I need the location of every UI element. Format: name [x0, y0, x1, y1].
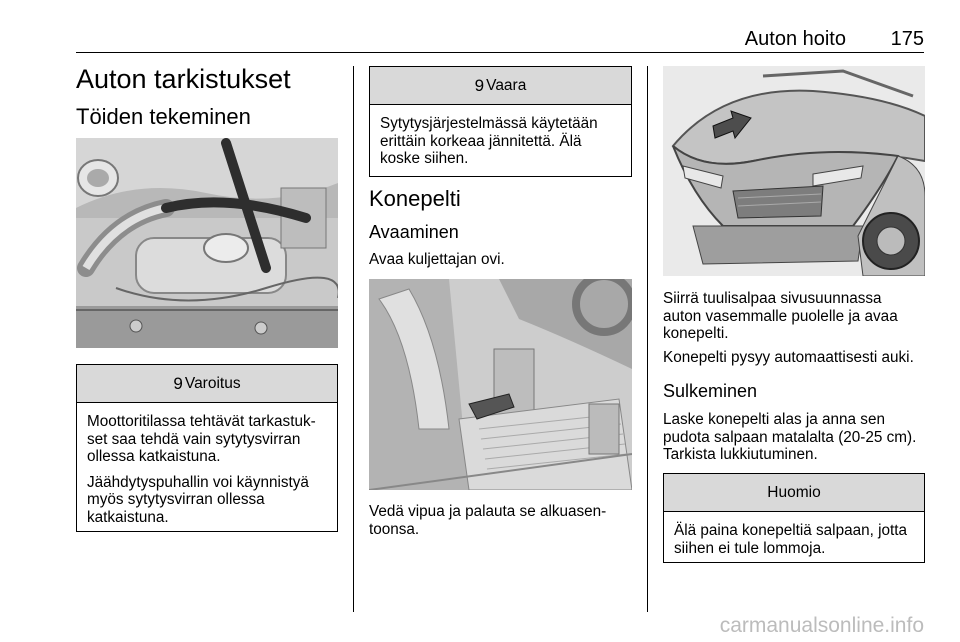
note-title: Huomio [767, 483, 821, 501]
warning-box-header [77, 365, 337, 403]
header-rule [76, 52, 924, 53]
note-text: Älä paina konepeltiä salpaan, jotta siihen ei tule lommoja. [674, 522, 908, 557]
note-box-header [664, 474, 924, 512]
sub-heading-avaaminen: Avaaminen [369, 222, 459, 242]
danger-box [369, 66, 632, 177]
main-heading: Auton tarkistukset [76, 64, 291, 94]
page-number: 175 [890, 28, 924, 50]
header-section-title: Auton hoito [744, 28, 846, 50]
warning-title: Varoitus [184, 374, 241, 392]
warning-icon: 9 [173, 373, 183, 393]
car-bonnet-image [663, 66, 925, 276]
instruction-pull-lever: Vedä vipua ja palauta se alkuasen- toonsa. [369, 503, 607, 538]
section-heading-konepelti: Konepelti [369, 186, 461, 211]
danger-text: Sytytysjärjestelmässä käytetään erittäin korkeaa jännitettä. Älä koske siihen. [380, 115, 598, 167]
instruction-bonnet-stays-open: Konepelti pysyy automaattisesti auki. [663, 349, 914, 366]
warning-box [76, 364, 338, 532]
danger-title: Vaara [486, 76, 527, 94]
car-front-illustration [663, 66, 925, 276]
danger-icon: 9 [474, 75, 485, 95]
instruction-move-latch: Siirrä tuulisalpaa sivusuunnassa auton vasemmalle puolelle ja avaa konepelti. [663, 290, 898, 342]
footwell-illustration [369, 279, 632, 490]
danger-box-header [370, 67, 631, 105]
engine-illustration [76, 138, 338, 348]
sub-heading-toiden-tekeminen: Töiden tekeminen [76, 104, 251, 129]
bonnet-release-image [369, 279, 632, 490]
instruction-close-bonnet: Laske konepelti alas ja anna sen pudota salpaan matalalta (20-25 cm). Tarkista lukkiutuminen. [663, 411, 917, 463]
engine-compartment-image [76, 138, 338, 348]
watermark: carmanualsonline.info [719, 614, 924, 637]
note-box [663, 473, 925, 563]
column-divider-left [353, 66, 354, 612]
column-divider-right [647, 66, 648, 612]
warning-text-2: Jäähdytyspuhallin voi käynnistyä myös sytytysvirran ollessa katkaistuna. [87, 473, 309, 526]
instruction-open-door: Avaa kuljettajan ovi. [369, 251, 505, 268]
warning-text-1: Moottoritilassa tehtävät tarkastuk- set saa tehdä vain sytytysvirran ollessa katkaistuna. [87, 413, 316, 465]
sub-heading-sulkeminen: Sulkeminen [663, 381, 758, 401]
